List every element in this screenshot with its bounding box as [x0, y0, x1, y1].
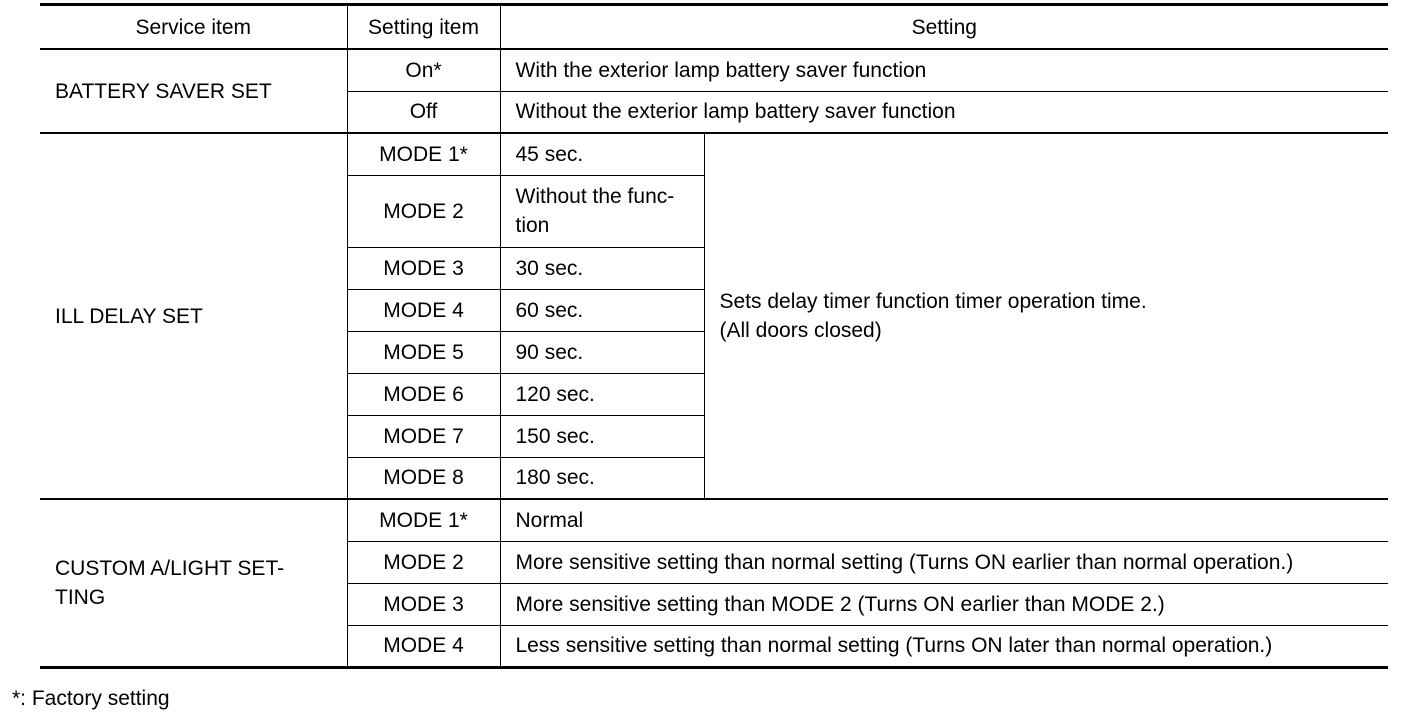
setting-value: More sensitive setting than normal setting (Turns ON earlier than normal operation.) — [500, 541, 1388, 583]
table-row — [40, 49, 1388, 91]
setting-value: With the exterior lamp battery saver function — [500, 49, 1388, 91]
setting-value — [500, 175, 704, 247]
custom-alight-group — [40, 499, 1388, 667]
setting-item: MODE 7 — [347, 415, 500, 457]
service-battery-saver: BATTERY SAVER SET — [40, 49, 347, 133]
service-line: TING — [55, 585, 106, 609]
ill-delay-group — [40, 133, 1388, 499]
table-row — [40, 499, 1388, 541]
description-line: Sets delay timer function timer operation time. — [719, 290, 1147, 313]
setting-item: On* — [347, 49, 500, 91]
setting-item: MODE 4 — [347, 625, 500, 667]
setting-item: MODE 5 — [347, 331, 500, 373]
setting-item: MODE 2 — [347, 175, 500, 247]
battery-saver-group — [40, 49, 1388, 133]
setting-item: MODE 8 — [347, 457, 500, 499]
setting-value: 30 sec. — [500, 247, 704, 289]
footnote: *: Factory setting — [12, 687, 170, 710]
setting-value: Normal — [500, 499, 1388, 541]
setting-value: 180 sec. — [500, 457, 704, 499]
setting-value-line: Without the func- — [515, 185, 675, 208]
header-row — [40, 5, 1388, 50]
header-service-item: Service item — [40, 5, 347, 50]
setting-value: 90 sec. — [500, 331, 704, 373]
setting-item: MODE 4 — [347, 289, 500, 331]
service-settings-table — [40, 3, 1388, 669]
setting-item: MODE 6 — [347, 373, 500, 415]
setting-value: 60 sec. — [500, 289, 704, 331]
ill-delay-description — [704, 133, 1388, 499]
service-custom-alight — [40, 499, 347, 667]
setting-value-line: tion — [515, 214, 550, 237]
setting-item: MODE 1* — [347, 133, 500, 175]
setting-item: MODE 3 — [347, 583, 500, 625]
service-ill-delay: ILL DELAY SET — [40, 133, 347, 499]
description-line: (All doors closed) — [719, 319, 882, 342]
service-line: CUSTOM A/LIGHT SET- — [55, 556, 285, 580]
setting-item: MODE 2 — [347, 541, 500, 583]
setting-item: MODE 1* — [347, 499, 500, 541]
header-setting: Setting — [500, 5, 1388, 50]
setting-item: Off — [347, 91, 500, 133]
setting-item: MODE 3 — [347, 247, 500, 289]
table-row — [40, 133, 1388, 175]
setting-value: 120 sec. — [500, 373, 704, 415]
setting-value: Without the exterior lamp battery saver function — [500, 91, 1388, 133]
setting-value: 45 sec. — [500, 133, 704, 175]
setting-value: Less sensitive setting than normal setting (Turns ON later than normal operation.) — [500, 625, 1388, 667]
setting-value: 150 sec. — [500, 415, 704, 457]
setting-value: More sensitive setting than MODE 2 (Turns ON earlier than MODE 2.) — [500, 583, 1388, 625]
header-setting-item: Setting item — [347, 5, 500, 50]
